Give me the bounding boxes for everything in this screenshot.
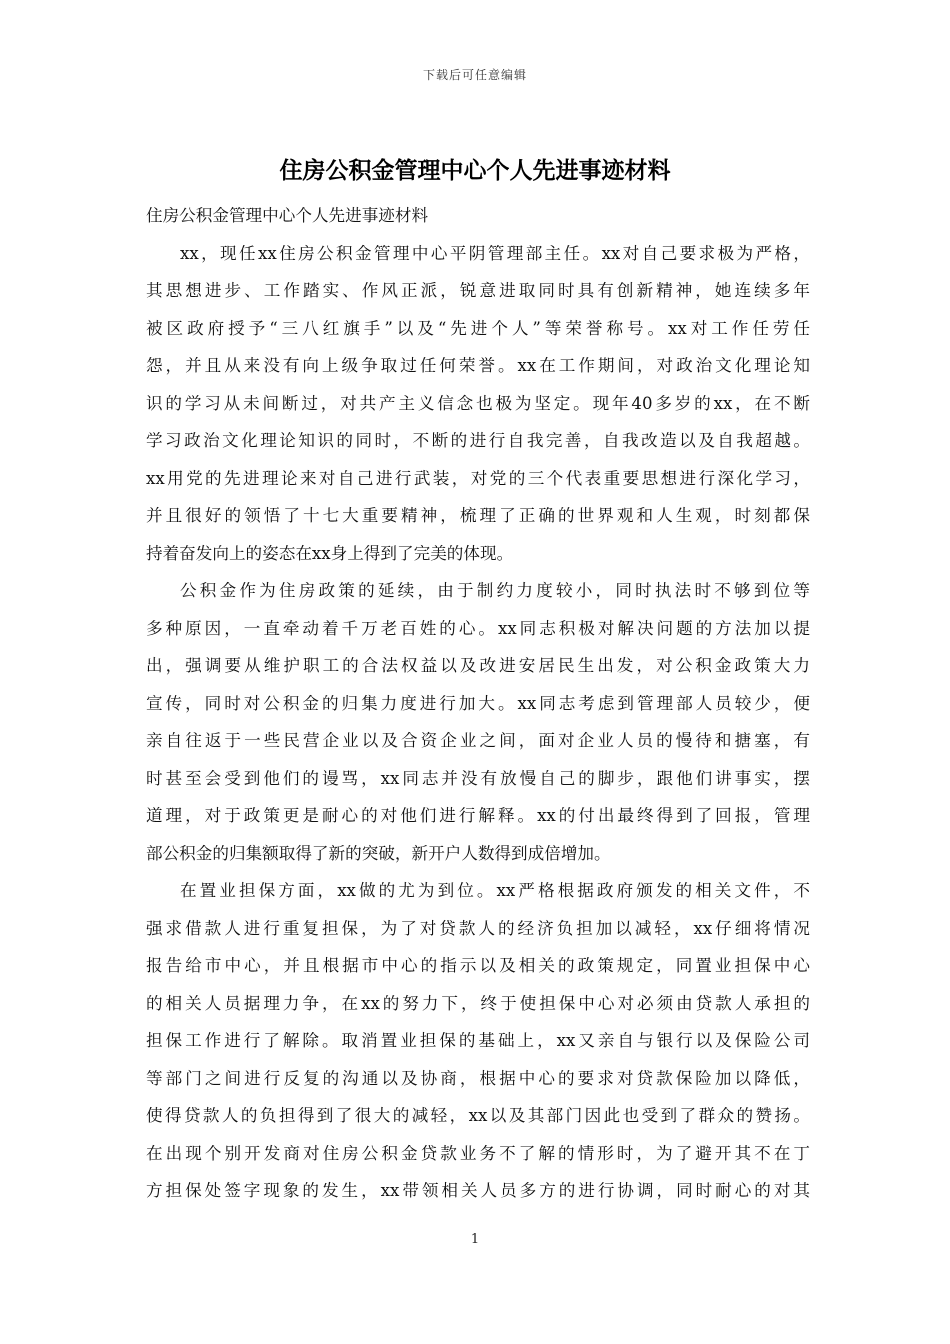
text-line: 怨，并且从来没有向上级争取过任何荣誉。xx在工作期间，对政治文化理论知 bbox=[146, 356, 810, 375]
text-line: 宣传，同时对公积金的归集力度进行加大。xx同志考虑到管理部人员较少，便 bbox=[146, 693, 810, 713]
text-line: 被区政府授予“三八红旗手”以及“先进个人”等荣誉称号。xx对工作任劳任 bbox=[146, 318, 810, 338]
page-number: 1 bbox=[470, 1232, 480, 1247]
text-line: 等部门之间进行反复的沟通以及协商，根据中心的要求对贷款保险加以降低， bbox=[146, 1068, 810, 1088]
text-line: 方担保处签字现象的发生，xx带领相关人员多方的进行协调，同时耐心的对其 bbox=[146, 1181, 810, 1200]
header-note: 下载后可任意编辑 bbox=[422, 68, 527, 82]
text-line: 报告给市中心，并且根据市中心的指示以及相关的政策规定，同置业担保中心 bbox=[146, 956, 810, 975]
text-line: 多种原因，一直牵动着千万老百姓的心。xx同志积极对解决问题的方法加以提 bbox=[146, 618, 810, 638]
text-line: 公积金作为住房政策的延续，由于制约力度较小，同时执法时不够到位等 bbox=[180, 581, 810, 600]
text-line: 部公积金的归集额取得了新的突破，新开户人数得到成倍增加。 bbox=[146, 843, 611, 863]
text-line: 并且很好的领悟了十七大重要精神，梳理了正确的世界观和人生观，时刻都保 bbox=[146, 506, 810, 525]
text-line: 担保工作进行了解除。取消置业担保的基础上，xx又亲自与银行以及保险公司 bbox=[146, 1031, 810, 1050]
text-line: 亲自往返于一些民营企业以及合资企业之间，面对企业人员的慢待和搪塞，有 bbox=[146, 731, 810, 750]
text-line: 出，强调要从维护职工的合法权益以及改进安居民生出发，对公积金政策大力 bbox=[146, 656, 810, 675]
text-line: xx，现任xx住房公积金管理中心平阴管理部主任。xx对自己要求极为严格， bbox=[180, 243, 810, 263]
text-line: 在置业担保方面，xx做的尤为到位。xx严格根据政府颁发的相关文件，不 bbox=[180, 881, 810, 900]
document-body bbox=[146, 197, 810, 1210]
text-line: 持着奋发向上的姿态在xx身上得到了完美的体现。 bbox=[146, 543, 514, 563]
text-line: 在出现个别开发商对住房公积金贷款业务不了解的情形时，为了避开其不在丁 bbox=[146, 1143, 810, 1163]
text-line: 时甚至会受到他们的谩骂，xx同志并没有放慢自己的脚步，跟他们讲事实，摆 bbox=[146, 768, 810, 788]
text-line: 强求借款人进行重复担保，为了对贷款人的经济负担加以减轻，xx仔细将情况 bbox=[146, 918, 810, 938]
text-line: 其思想进步、工作踏实、作风正派，锐意进取同时具有创新精神，她连续多年 bbox=[146, 281, 810, 300]
text-line: xx用党的先进理论来对自己进行武装，对党的三个代表重要思想进行深化学习， bbox=[146, 468, 810, 488]
text-line: 道理，对于政策更是耐心的对他们进行解释。xx的付出最终得到了回报，管理 bbox=[146, 806, 810, 825]
text-line: 使得贷款人的负担得到了很大的减轻，xx以及其部门因此也受到了群众的赞扬。 bbox=[146, 1106, 810, 1125]
document-title: 住房公积金管理中心个人先进事迹材料 bbox=[279, 158, 671, 184]
text-line: 学习政治文化理论知识的同时，不断的进行自我完善，自我改造以及自我超越。 bbox=[146, 431, 810, 450]
text-line: 识的学习从未间断过，对共产主义信念也极为坚定。现年40多岁的xx，在不断 bbox=[146, 393, 810, 413]
subtitle-line: 住房公积金管理中心个人先进事迹材料 bbox=[146, 206, 429, 225]
text-line: 的相关人员据理力争，在xx的努力下，终于使担保中心对必须由贷款人承担的 bbox=[146, 993, 810, 1013]
